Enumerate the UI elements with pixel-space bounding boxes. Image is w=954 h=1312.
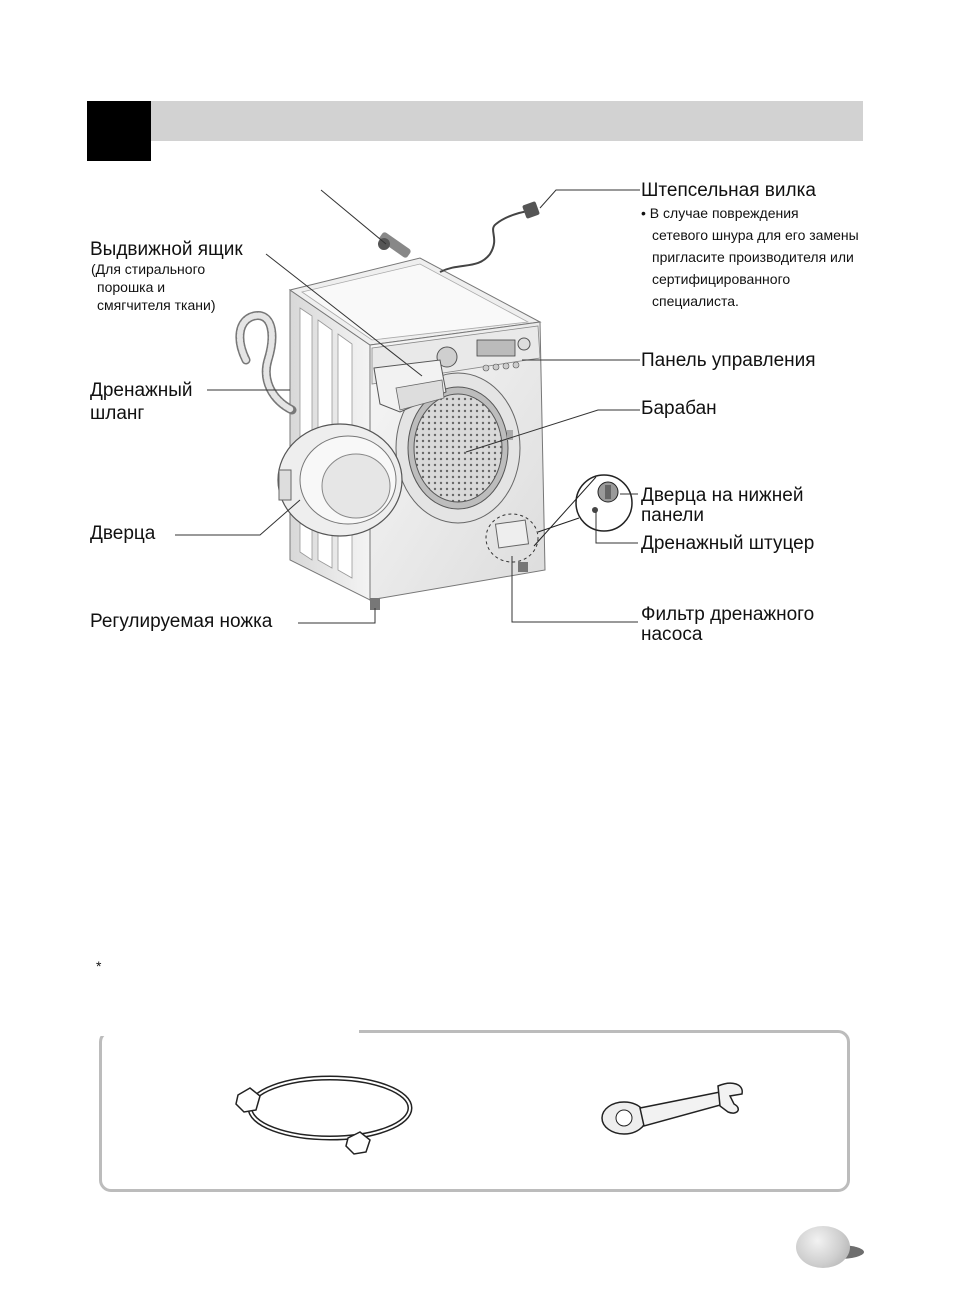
plug-note-line: сертифицированного: [652, 271, 791, 287]
filter-label: Фильтр дренажного: [641, 604, 815, 625]
accessories-box-gap: [96, 1024, 359, 1036]
plug-note-line: • В случае повреждения: [641, 205, 799, 221]
adjustable-leg-label: Регулируемая ножка: [90, 611, 273, 632]
plug-note-line: пригласите производителя или: [652, 249, 854, 265]
footnote-marker: *: [96, 958, 102, 974]
control-panel-label: Панель управления: [641, 350, 816, 371]
drawer-label: Выдвижной ящик: [90, 239, 243, 260]
filter-label-line2: насоса: [641, 624, 703, 645]
drain-hose-label: Дренажный: [90, 380, 193, 401]
washer-door: [278, 424, 402, 536]
inlet-connector-drawing: [378, 231, 412, 259]
power-cord-drawing: [440, 210, 534, 272]
plug-note: [641, 202, 859, 312]
drawer-note-line: порошка и: [97, 279, 166, 295]
lower-panel-callout: [534, 475, 632, 546]
drawer-note-line: (Для стирального: [91, 261, 206, 277]
drain-hose-label-line2: шланг: [90, 403, 145, 424]
door-label: Дверца: [90, 523, 156, 544]
drain-fitting-label: Дренажный штуцер: [641, 533, 815, 554]
drum-label: Барабан: [641, 398, 717, 419]
accessories-box: [99, 1030, 850, 1192]
page-number-badge: [796, 1226, 850, 1268]
lower-door-label: Дверца на нижней: [641, 485, 804, 506]
plug-note-line: специалиста.: [652, 293, 739, 309]
drawer-note-line: смягчителя ткани): [97, 297, 216, 313]
plug-label: Штепсельная вилка: [641, 180, 816, 201]
plug-note-line: сетевого шнура для его замены: [652, 227, 859, 243]
lower-door-label-line2: панели: [641, 505, 704, 526]
